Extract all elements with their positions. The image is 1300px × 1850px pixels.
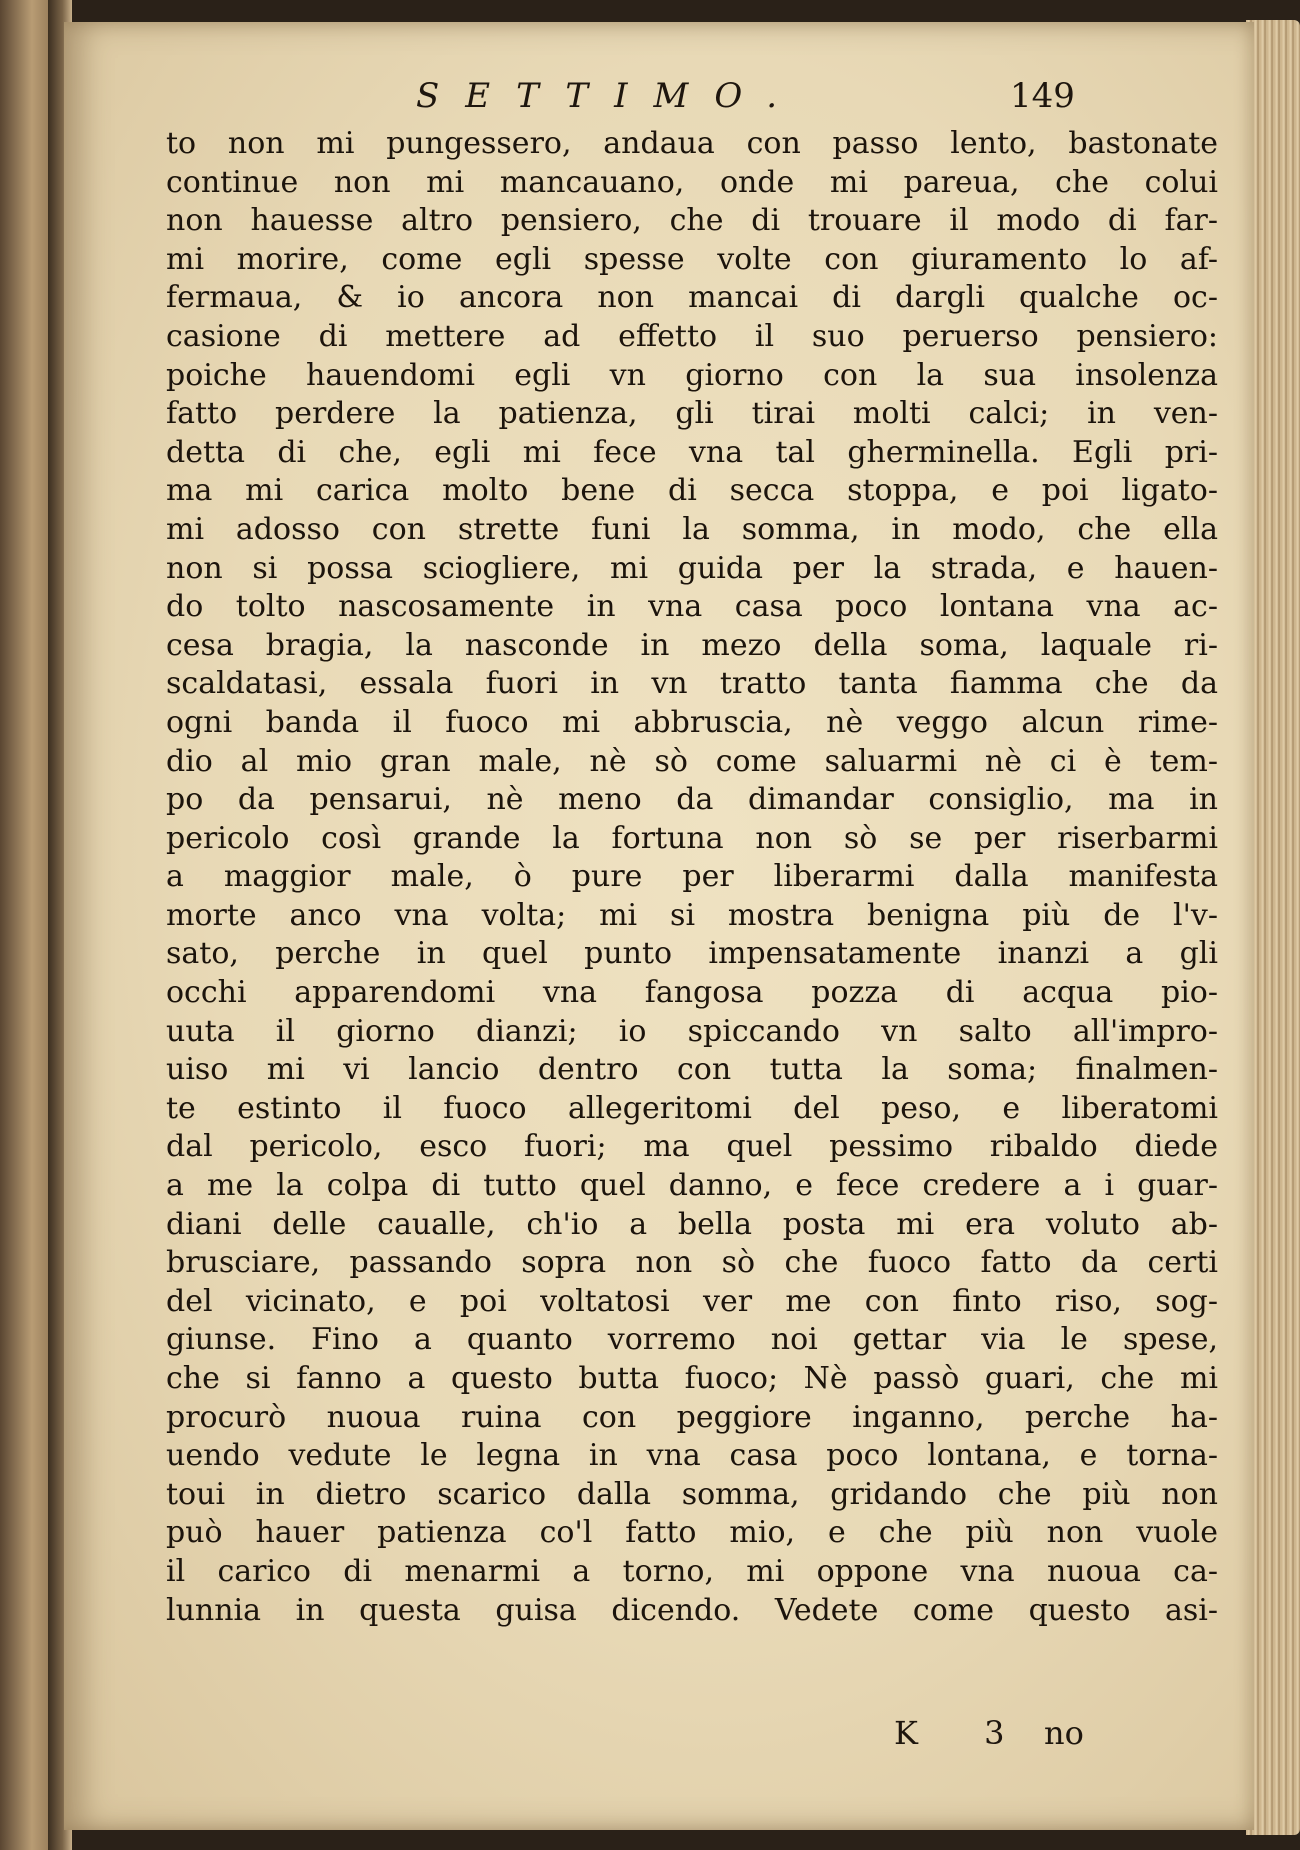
text-line: detta di che, egli mi fece vna tal gherminella. Egli pri-: [166, 434, 1218, 470]
text-line: a maggior male, ò pure per liberarmi dalla manifesta: [166, 859, 1218, 895]
text-line: lunnia in questa guisa dicendo. Vedete come questo asi-: [166, 1592, 1218, 1628]
text-line: cesa bragia, la nasconde in mezo della soma, laquale ri-: [166, 627, 1218, 663]
text-line: poiche hauendomi egli vn giorno con la sua insolenza: [166, 357, 1218, 393]
catchword: no: [1044, 1714, 1084, 1752]
page-header: [64, 76, 1254, 124]
body-text: [166, 125, 1218, 1630]
text-line: dio al mio gran male, nè sò come saluarmi nè ci è tem-: [166, 743, 1218, 779]
text-line: occhi apparendomi vna fangosa pozza di acqua pio-: [166, 975, 1218, 1011]
text-line: del vicinato, e poi voltatosi ver me con finto riso, sog-: [166, 1283, 1218, 1319]
text-line: sato, perche in quel punto impensatamente inanzi a gli: [166, 936, 1218, 972]
text-line: che si fanno a questo butta fuoco; Nè passò guari, che mi: [166, 1361, 1218, 1396]
text-line: mi morire, come egli spesse volte con giuramento lo af-: [166, 241, 1218, 277]
text-line: continue non mi mancauano, onde mi pareua, che colui: [166, 164, 1218, 200]
printed-page: [64, 22, 1254, 1830]
text-line: morte anco vna volta; mi si mostra benigna più de l'v-: [166, 897, 1218, 933]
page-edges-stack: [1246, 20, 1300, 1835]
text-line: a me la colpa di tutto quel danno, e fece credere a i guar-: [166, 1168, 1218, 1204]
page-footer: [64, 1714, 1254, 1758]
text-line: casione di mettere ad effetto il suo peruerso pensiero:: [166, 318, 1218, 354]
text-line: il carico di menarmi a torno, mi oppone vna nuoua ca-: [166, 1553, 1218, 1589]
text-line: procurò nuoua ruina con peggiore inganno, perche ha-: [166, 1399, 1218, 1435]
text-line: pericolo così grande la fortuna non sò se per riserbarmi: [166, 820, 1218, 856]
text-line: non hauesse altro pensiero, che di trouare il modo di far-: [166, 203, 1218, 239]
text-line: diani delle caualle, ch'io a bella posta mi era voluto ab-: [166, 1206, 1218, 1242]
text-line: può hauer patienza co'l fatto mio, e che più non vuole: [166, 1515, 1218, 1551]
text-line: fatto perdere la patienza, gli tirai molti calci; in ven-: [166, 396, 1218, 432]
text-line: uiso mi vi lancio dentro con tutta la soma; finalmen-: [166, 1052, 1218, 1088]
text-line: dal pericolo, esco fuori; ma quel pessimo ribaldo diede: [166, 1129, 1218, 1165]
text-line: te estinto il fuoco allegeritomi del peso, e liberatomi: [166, 1090, 1218, 1126]
text-line: do tolto nascosamente in vna casa poco lontana vna ac-: [166, 589, 1218, 625]
text-line: uendo vedute le legna in vna casa poco lontana, e torna-: [166, 1438, 1218, 1474]
page-number: 149: [1010, 76, 1075, 116]
text-line: uuta il giorno dianzi; io spiccando vn salto all'impro-: [166, 1013, 1218, 1049]
text-line: scaldatasi, essala fuori in vn tratto tanta fiamma che da: [166, 666, 1218, 702]
text-line: non si possa sciogliere, mi guida per la strada, e hauen-: [166, 550, 1218, 586]
text-line: brusciare, passando sopra non sò che fuoco fatto da certi: [166, 1245, 1218, 1281]
running-title: SETTIMO.: [416, 76, 804, 116]
text-line: giunse. Fino a quanto vorremo noi gettar via le spese,: [166, 1322, 1218, 1358]
signature-mark: K 3: [894, 1714, 1033, 1752]
text-line: mi adosso con strette funi la somma, in modo, che ella: [166, 511, 1218, 547]
text-line: ma mi carica molto bene di secca stoppa, e poi ligato-: [166, 473, 1218, 509]
text-line: ogni banda il fuoco mi abbruscia, nè veggo alcun rime-: [166, 704, 1218, 740]
text-line: po da pensarui, nè meno da dimandar consiglio, ma in: [166, 782, 1218, 818]
text-line: to non mi pungessero, andaua con passo lento, bastonate: [166, 126, 1218, 161]
text-line: fermaua, & io ancora non mancai di dargli qualche oc-: [166, 280, 1218, 316]
text-line: toui in dietro scarico dalla somma, gridando che più non: [166, 1476, 1218, 1512]
